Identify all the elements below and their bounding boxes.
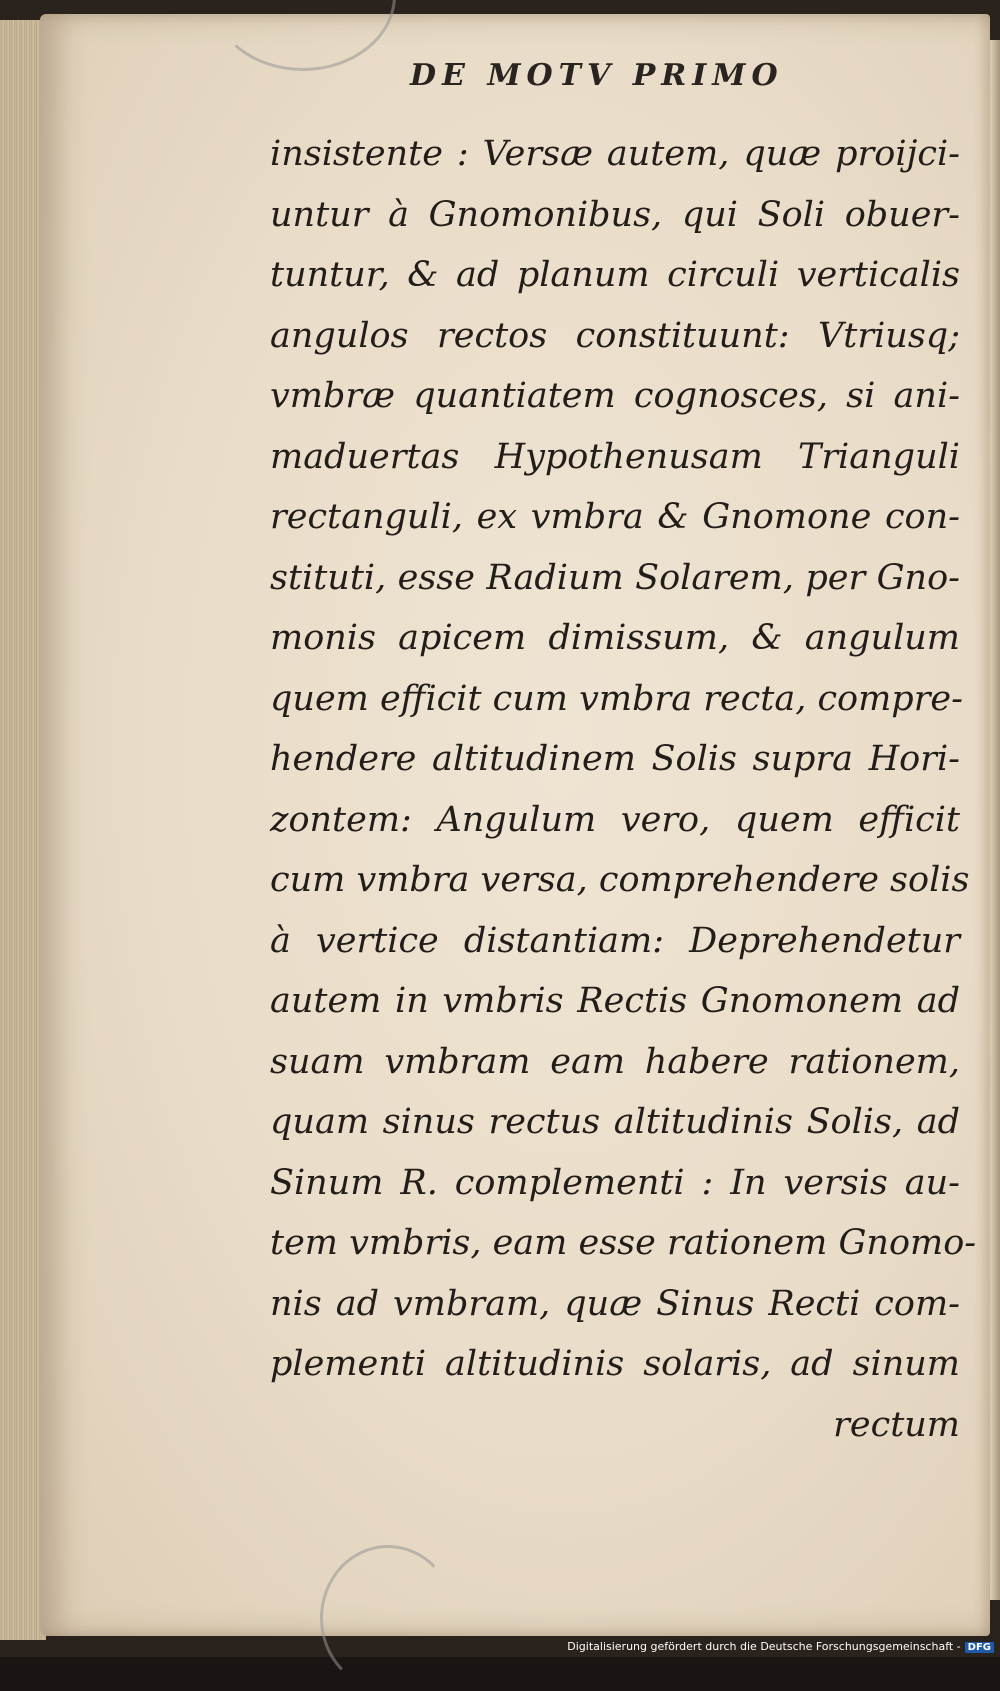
text-line: quem efficit cum vmbra recta, compre- <box>270 678 963 719</box>
text-line: à vertice distantiam: Deprehendetur <box>270 920 960 961</box>
text-line: plementi altitudinis solaris, ad sinum <box>270 1344 960 1384</box>
text-line: maduertas Hypothenusam Trianguli <box>270 436 960 477</box>
text-line: vmbræ quantiatem cognosces, si ani- <box>270 376 960 416</box>
body-text <box>270 124 977 1455</box>
text-line: cum vmbra versa, comprehendere solis <box>270 860 970 900</box>
text-line: zontem: Angulum vero, quem efficit <box>270 799 960 840</box>
text-line: quam sinus rectus altitudinis Solis, ad <box>270 1102 960 1142</box>
text-line: stituti, esse Radium Solarem, per Gno- <box>270 557 960 598</box>
catchword: rectum <box>833 1404 960 1445</box>
page-clip-bottom <box>320 1545 456 1691</box>
text-line: autem in vmbris Rectis Gnomonem ad <box>270 981 960 1021</box>
digitization-credit <box>567 1640 994 1653</box>
text-line: suam vmbram eam habere rationem, <box>270 1041 960 1082</box>
running-head: DE MOTV PRIMO <box>410 58 784 93</box>
text-line: monis apicem dimissum, & angulum <box>270 618 960 658</box>
text-line: rectanguli, ex vmbra & Gnomone con- <box>270 497 960 537</box>
text-line: untur à Gnomonibus, qui Soli obuer- <box>270 194 960 235</box>
text-line: angulos rectos constituunt: Vtriusq; <box>270 315 960 356</box>
text-line: tem vmbris, eam esse rationem Gnomo- <box>270 1223 977 1263</box>
credit-text: Digitalisierung gefördert durch die Deutsche Forschungsgemeinschaft - <box>567 1640 961 1653</box>
text-line: insistente : Versæ autem, quæ proijci- <box>270 134 960 174</box>
text-line: Sinum R. complementi : In versis au- <box>270 1162 960 1203</box>
text-line: nis ad vmbram, quæ Sinus Recti com- <box>270 1283 960 1324</box>
text-line: hendere altitudinem Solis supra Hori- <box>270 739 960 779</box>
text-line: tuntur, & ad planum circuli verticalis <box>270 255 960 295</box>
dfg-logo: DFG <box>965 1642 994 1653</box>
